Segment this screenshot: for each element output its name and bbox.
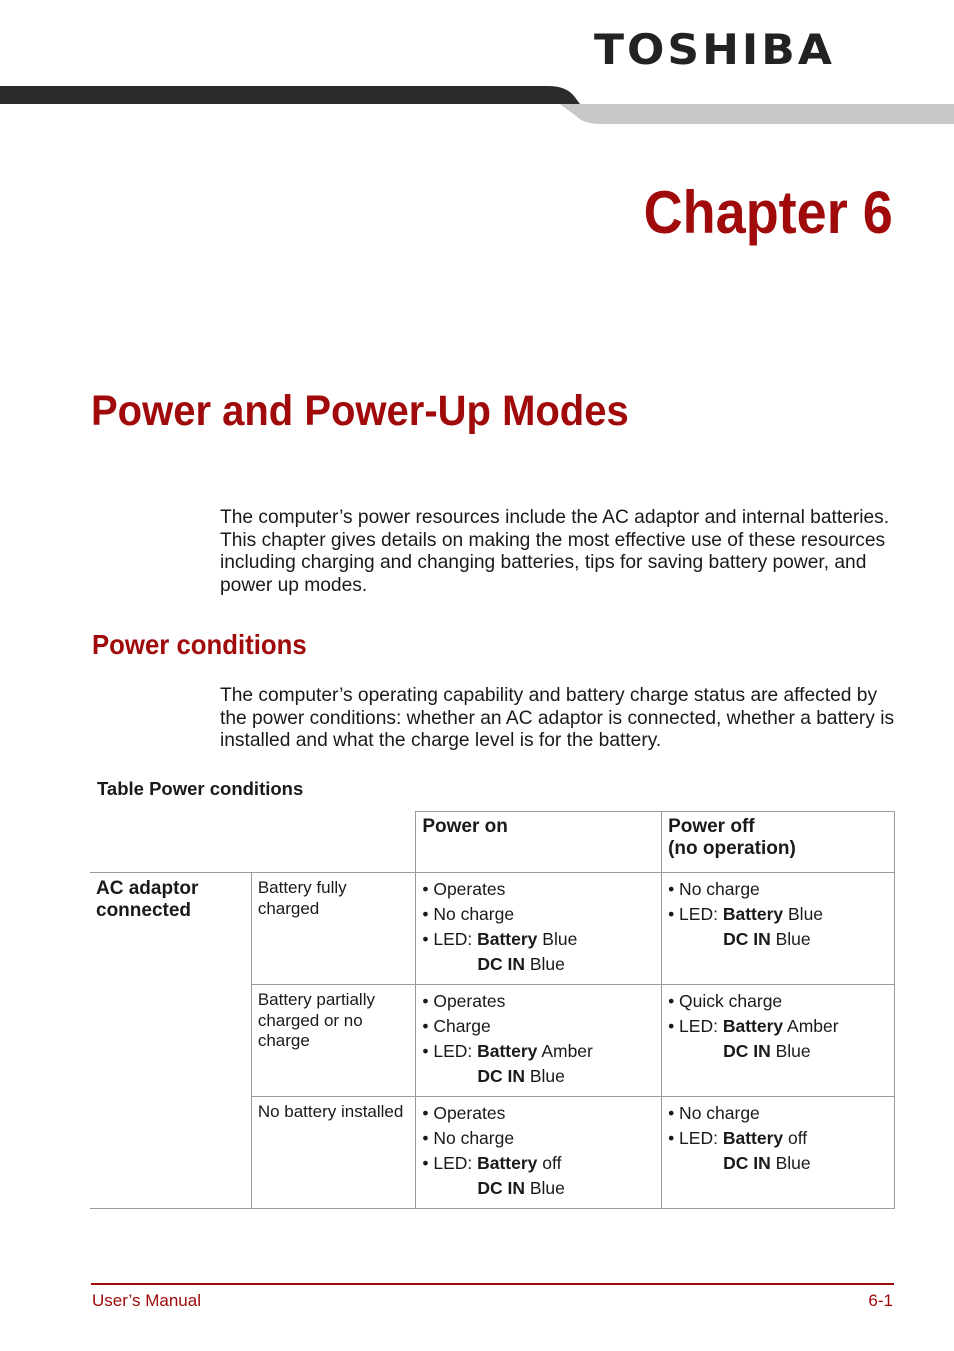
power-off-cell: • Quick charge • LED: Battery Amber DC IN Blue (662, 985, 895, 1097)
power-off-cell: • No charge • LED: Battery Blue DC IN Blue (662, 873, 895, 985)
condition-cell: Battery partially charged or no charge (251, 985, 416, 1097)
footer-manual-label: User’s Manual (92, 1291, 201, 1310)
power-on-cell: • Operates • No charge • LED: Battery Blue DC IN Blue (416, 873, 662, 985)
header-bars (0, 86, 954, 126)
power-on-cell: • Operates • No charge • LED: Battery off DC IN Blue (416, 1097, 662, 1209)
power-conditions-table (90, 811, 895, 1209)
header-power-off: Power off (no operation) (662, 812, 895, 873)
footer-rule (91, 1283, 894, 1285)
table-row (90, 873, 895, 985)
page-title: Power and Power-Up Modes (91, 387, 629, 435)
table-header-blank (90, 812, 416, 873)
power-on-cell: • Operates • Charge • LED: Battery Amber DC IN Blue (416, 985, 662, 1097)
intro-paragraph: The computer’s power resources include the AC adaptor and internal batteries. This chapter gives details on making the most effective use of these resources including charging and changing batteries, tips for saving battery power, and power up modes. (220, 507, 890, 596)
condition-cell: No battery installed (251, 1097, 416, 1209)
header-bar-dark (0, 86, 580, 104)
power-off-cell: • No charge • LED: Battery off DC IN Blue (662, 1097, 895, 1209)
group-label-ac-adaptor: AC adaptor connected (90, 873, 251, 1209)
condition-cell: Battery fully charged (251, 873, 416, 985)
header-power-on: Power on (416, 812, 662, 873)
table-header-row (90, 812, 895, 873)
section-heading: Power conditions (92, 629, 307, 660)
footer-page-number: 6-1 (868, 1291, 893, 1310)
header-bar-light (560, 104, 954, 124)
chapter-title: Chapter 6 (643, 179, 893, 246)
section-paragraph: The computer’s operating capability and battery charge status are affected by the power conditions: whether an AC adaptor is connected, whether a battery is installed and what the charge level is for the battery. (220, 685, 895, 752)
table-caption: Table Power conditions (97, 778, 304, 799)
toshiba-logo: TOSHIBA (594, 26, 835, 75)
